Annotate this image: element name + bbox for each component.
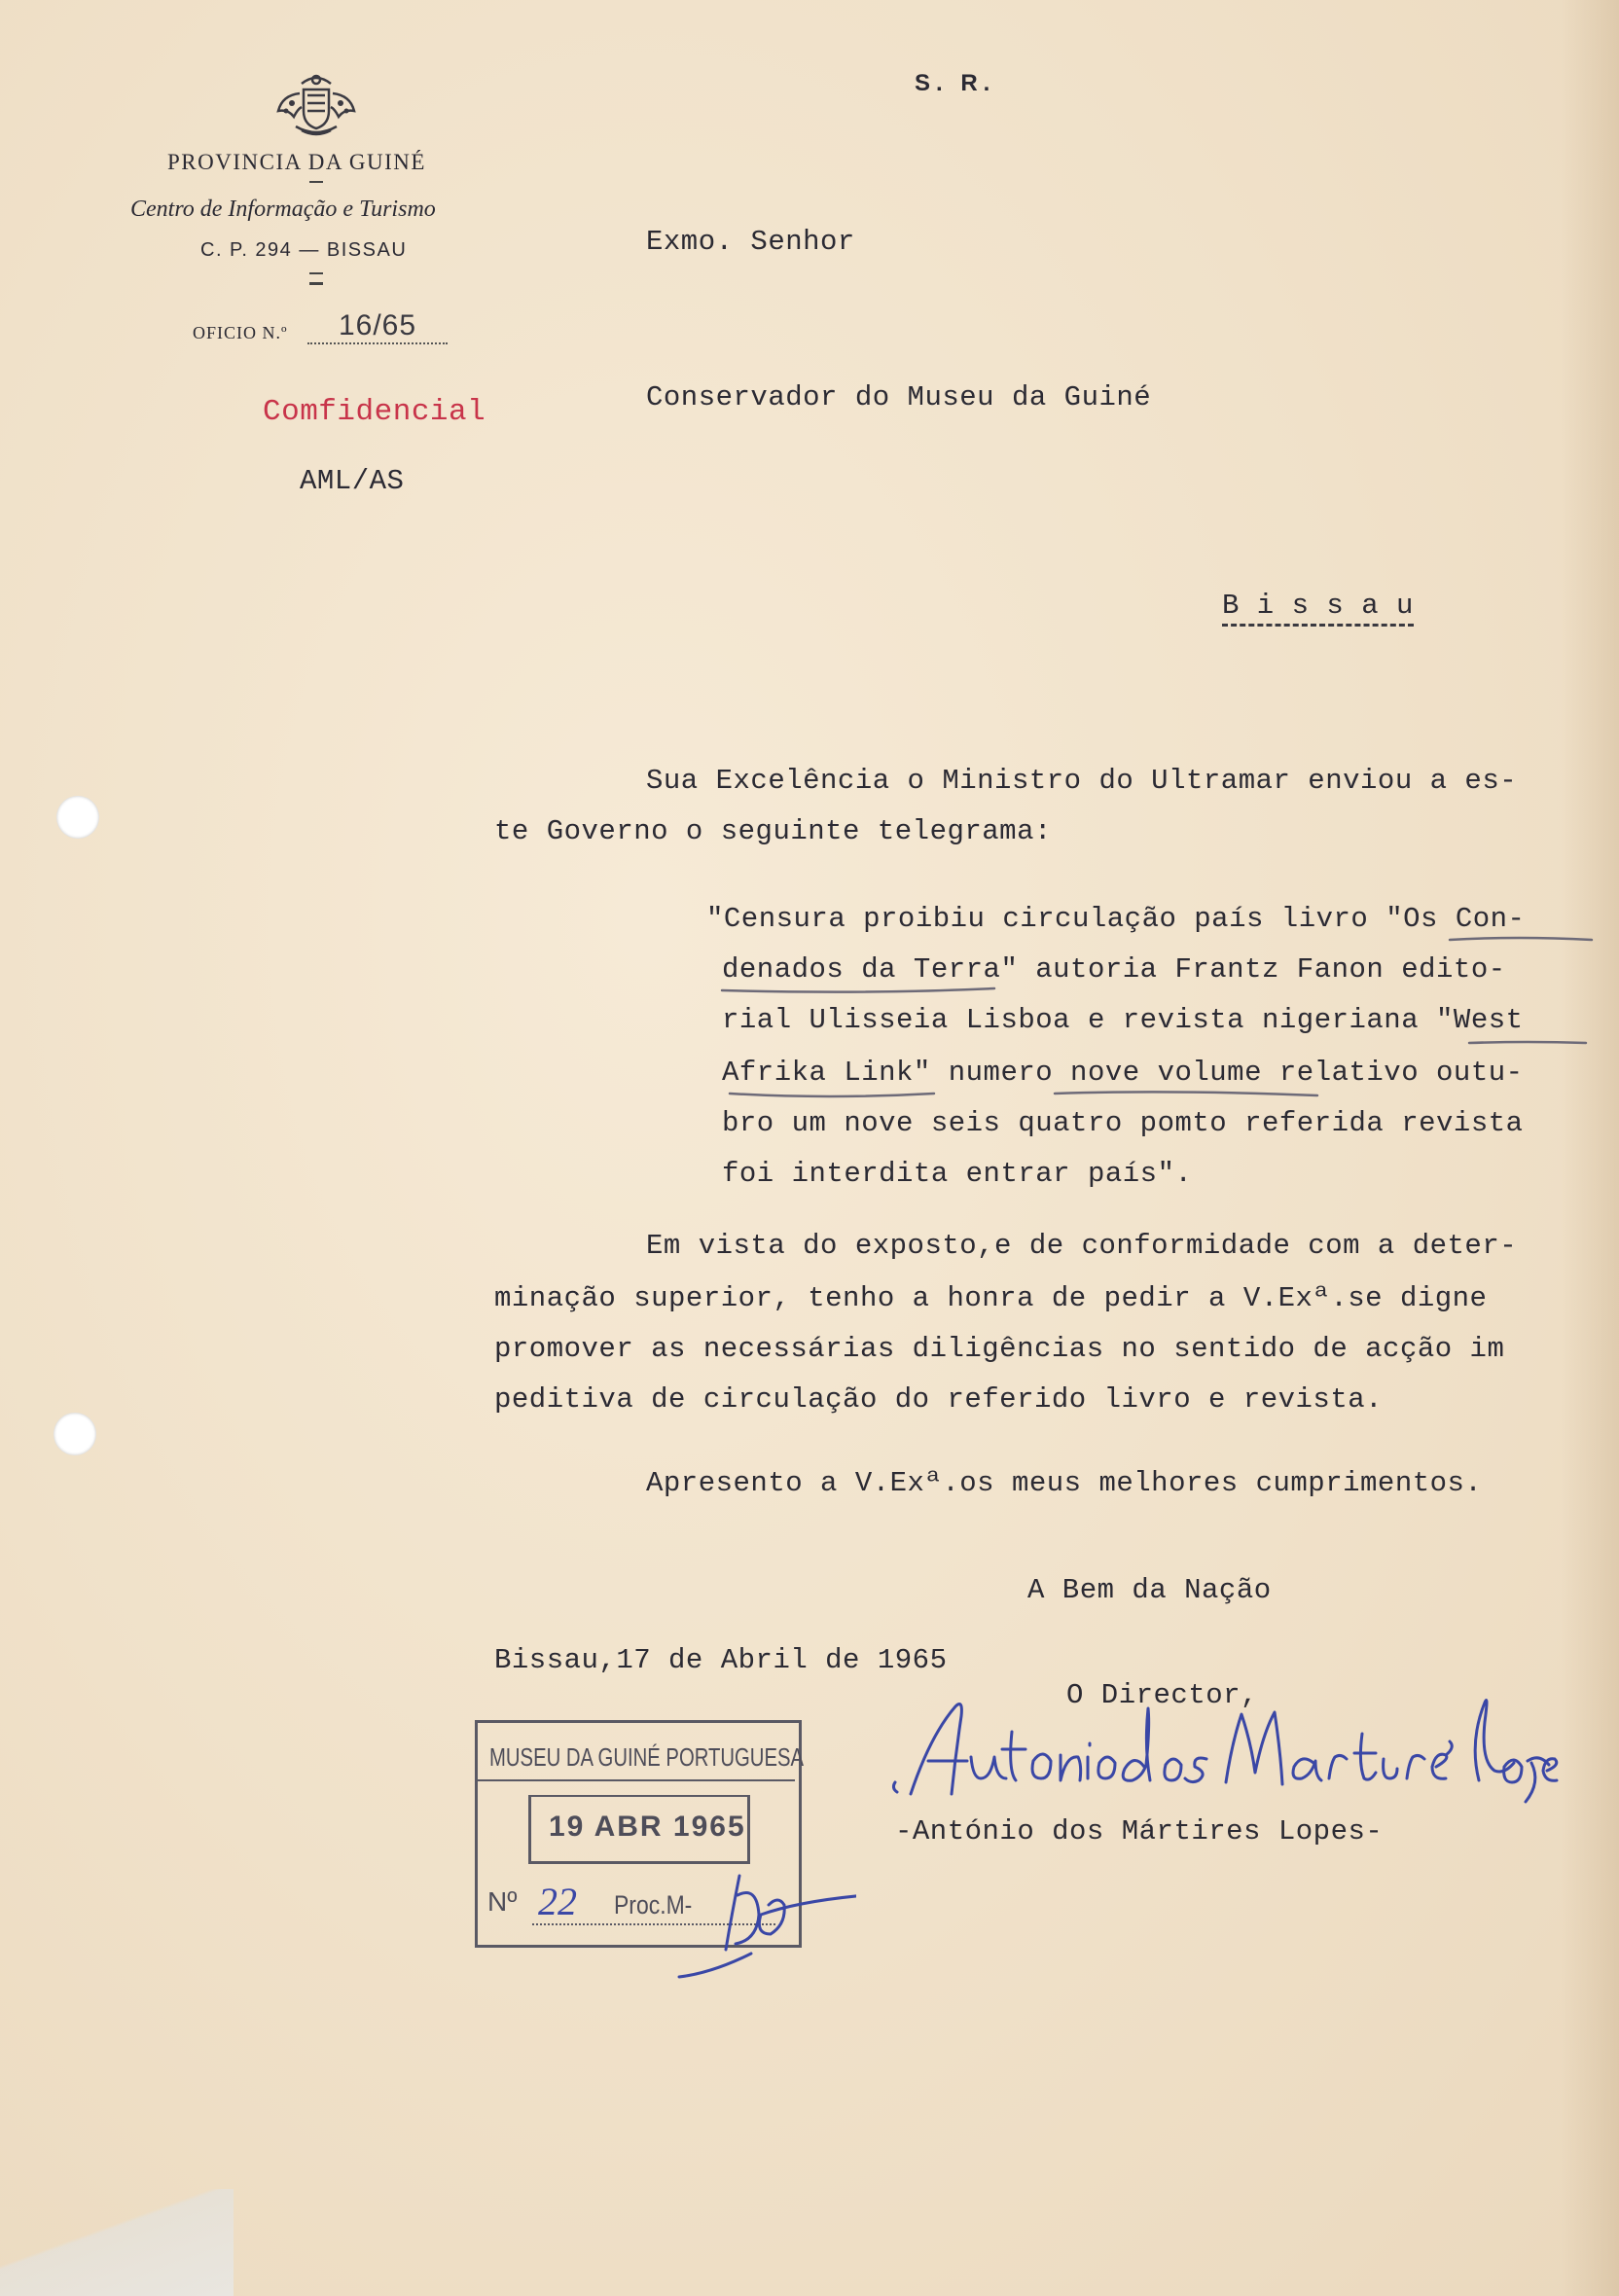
- place-date: Bissau,17 de Abril de 1965: [494, 1644, 948, 1676]
- reference-code: AML/AS: [300, 465, 405, 497]
- oficio-label: OFICIO N.º: [193, 323, 288, 342]
- stamp-date: 19 ABR 1965: [549, 1811, 746, 1843]
- quote-line: "Censura proibiu circulação país livro "Os Con-: [706, 903, 1526, 935]
- quote-line: foi interdita entrar país".: [722, 1158, 1193, 1190]
- quote-line: bro um nove seis quatro pomto referida revista: [722, 1107, 1524, 1139]
- quote-line: denados da Terra" autoria Frantz Fanon edito-: [722, 953, 1506, 986]
- closing-greeting: Apresento a V.Exª.os meus melhores cumprimentos.: [646, 1467, 1483, 1499]
- request-line: peditiva de circulação do referido livro e revista.: [494, 1383, 1384, 1416]
- stamp-header: MUSEU DA GUINÉ PORTUGUESA: [489, 1742, 805, 1772]
- office-name: Centro de Informação e Turismo: [130, 197, 436, 222]
- addressee-city: B i s s a u: [1222, 590, 1414, 627]
- addressee-title: Conservador do Museu da Guiné: [646, 381, 1152, 413]
- signatory-role: O Director,: [1066, 1679, 1258, 1711]
- intro-line: te Governo o seguinte telegrama:: [494, 815, 1052, 847]
- quote-line: rial Ulisseia Lisboa e revista nigeriana "West: [722, 1004, 1524, 1036]
- stamp-initials: [623, 1856, 856, 1983]
- folded-corner: [0, 2189, 234, 2296]
- motto: A Bem da Nação: [1027, 1574, 1272, 1606]
- handwritten-signature: [856, 1673, 1576, 1810]
- province-title: PROVINCIA DA GUINÉ: [167, 150, 426, 174]
- stamp-date-box: [528, 1795, 750, 1864]
- stamp-number-value: 22: [538, 1880, 577, 1923]
- stamp-number-label: Nº: [487, 1886, 518, 1917]
- punch-hole: [54, 1413, 96, 1455]
- oficio-number: 16/65: [307, 309, 448, 344]
- intro-line: Sua Excelência o Ministro do Ultramar enviou a es-: [646, 765, 1518, 797]
- confidential-marking: Comfidencial: [263, 395, 486, 429]
- security-marking: S. R.: [915, 70, 996, 96]
- request-line: promover as necessárias diligências no sentido de acção im: [494, 1333, 1505, 1365]
- stamp-proc-label: Proc.M-: [614, 1890, 693, 1919]
- po-box-address: C. P. 294 — BISSAU: [200, 239, 408, 261]
- signatory-name: -António dos Mártires Lopes-: [895, 1815, 1384, 1848]
- quote-line: Afrika Link" numero nove volume relativo outu-: [722, 1057, 1524, 1089]
- request-line: minação superior, tenho a honra de pedir a V.Exª.se digne: [494, 1282, 1488, 1314]
- stamp-rule: [478, 1779, 795, 1781]
- request-line: Em vista do exposto,e de conformidade com a deter-: [646, 1230, 1518, 1262]
- salutation: Exmo. Senhor: [646, 226, 855, 258]
